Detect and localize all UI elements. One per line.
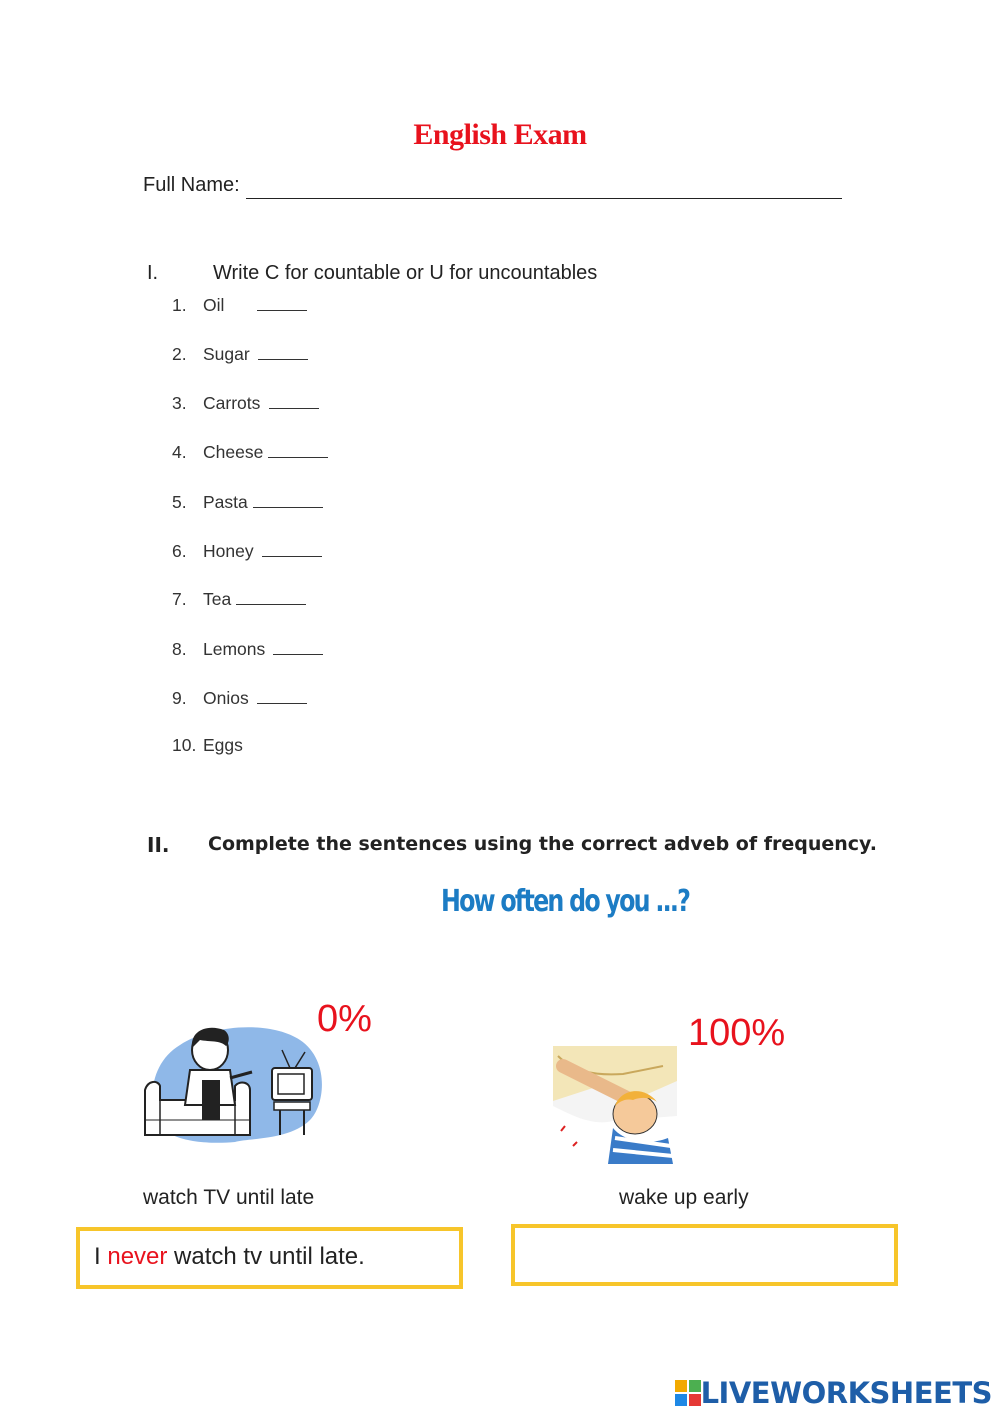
- answer-blank[interactable]: [268, 440, 328, 458]
- answer-blank[interactable]: [236, 587, 306, 605]
- card-1-caption: watch TV until late: [143, 1186, 315, 1209]
- item-word: Pasta: [203, 492, 248, 512]
- answer-highlight: never: [107, 1243, 168, 1270]
- item-number: 4.: [172, 442, 187, 462]
- item-word: Onios: [203, 688, 249, 708]
- answer-blank[interactable]: [273, 637, 323, 655]
- item-word: Cheese: [203, 442, 264, 462]
- list-item: [172, 342, 308, 365]
- card-1-percent: 0%: [317, 998, 372, 1040]
- item-word: Oil: [203, 295, 225, 315]
- answer-blank[interactable]: [257, 293, 307, 311]
- section-1-instruction: Write C for countable or U for uncountables: [213, 262, 598, 284]
- liveworksheets-logo-icon: [675, 1380, 701, 1406]
- list-item: [172, 686, 307, 709]
- card-2-percent: 100%: [688, 1012, 786, 1054]
- item-number: 5.: [172, 492, 187, 512]
- card-2-caption: wake up early: [619, 1186, 749, 1209]
- answer-blank[interactable]: [257, 686, 307, 704]
- full-name-label: Full Name:: [143, 174, 240, 196]
- watching-tv-illustration: [140, 1020, 330, 1145]
- section-2-instruction: Complete the sentences using the correct adveb of frequency.: [208, 833, 877, 855]
- item-word: Tea: [203, 589, 232, 609]
- waking-up-illustration: [553, 1046, 677, 1164]
- list-item: [172, 539, 322, 562]
- list-item: [172, 490, 323, 513]
- answer-blank[interactable]: [262, 539, 322, 557]
- logo-text: LIVEWORKSHEETS: [700, 1376, 992, 1410]
- section-2-number: II.: [147, 833, 170, 857]
- card-1-answer: [80, 1231, 459, 1283]
- list-item: [172, 440, 328, 463]
- item-number: 8.: [172, 639, 187, 659]
- item-number: 3.: [172, 393, 187, 413]
- full-name-blank[interactable]: [246, 198, 842, 199]
- item-number: 7.: [172, 589, 187, 609]
- item-number: 9.: [172, 688, 187, 708]
- list-item: [172, 391, 319, 414]
- item-word: Lemons: [203, 639, 266, 659]
- list-item: [172, 637, 323, 660]
- item-word: Honey: [203, 541, 254, 561]
- list-item: [172, 587, 306, 610]
- item-number: 1.: [172, 295, 187, 315]
- liveworksheets-logo: [675, 1376, 992, 1410]
- list-item: [172, 293, 307, 316]
- item-number: 6.: [172, 541, 187, 561]
- item-word: Sugar: [203, 344, 250, 364]
- answer-blank[interactable]: [258, 342, 308, 360]
- item-number: 10.: [172, 735, 197, 755]
- answer-blank[interactable]: [269, 391, 319, 409]
- answer-prefix: I: [94, 1243, 108, 1270]
- answer-blank[interactable]: [253, 490, 323, 508]
- card-1-answer-box[interactable]: [76, 1227, 463, 1289]
- card-2-answer-box[interactable]: [511, 1224, 898, 1286]
- item-number: 2.: [172, 344, 187, 364]
- answer-suffix: watch tv until late.: [167, 1243, 365, 1270]
- item-word: Eggs: [203, 735, 243, 755]
- page-title: English Exam: [413, 118, 587, 151]
- section-2-subtitle: How often do you ...?: [441, 884, 690, 919]
- list-item: [172, 735, 243, 756]
- section-1-number: I.: [147, 262, 159, 284]
- item-word: Carrots: [203, 393, 261, 413]
